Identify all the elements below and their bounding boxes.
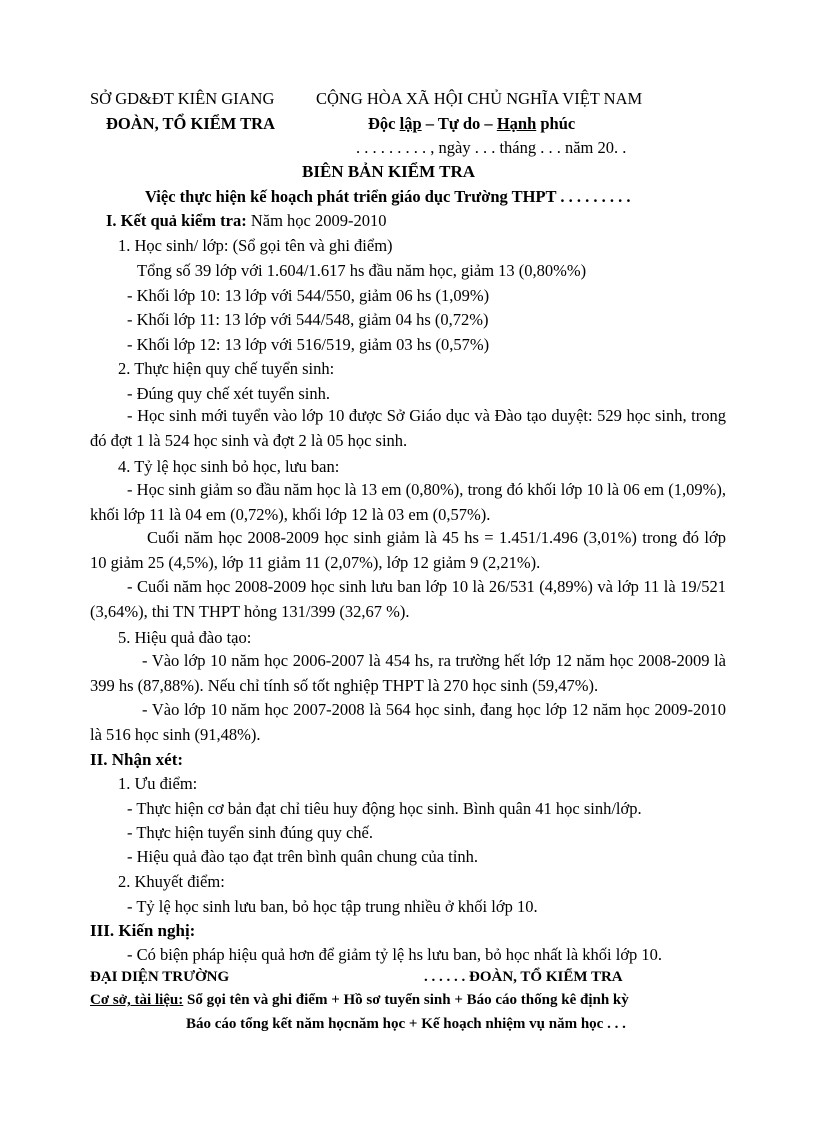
- pro-item-2: - Thực hiện tuyển sinh đúng quy chế.: [127, 823, 374, 842]
- section-1-title: I. Kết quả kiểm tra:: [106, 211, 247, 230]
- item-1-heading: 1. Học sinh/ lớp: (Sổ gọi tên và ghi điểm): [118, 236, 393, 255]
- motto-part: – Tự do –: [421, 114, 497, 133]
- motto-part: phúc: [536, 114, 576, 133]
- con-item-1: - Tỷ lệ học sinh lưu ban, bỏ học tập trung nhiều ở khối lớp 10.: [127, 897, 538, 916]
- item-5-heading: 5. Hiệu quả đào tạo:: [118, 628, 252, 647]
- grade-11-stats: - Khối lớp 11: 13 lớp với 544/548, giảm 04 hs (0,72%): [127, 310, 489, 329]
- sources-label: Cơ sở, tài liệu:: [90, 992, 184, 1008]
- school-year: Năm học 2009-2010: [246, 211, 387, 230]
- inspection-team-name: ĐOÀN, TỔ KIỂM TRA: [106, 114, 275, 133]
- pro-item-3: - Hiệu quả đào tạo đạt trên bình quân chung của tỉnh.: [127, 847, 478, 866]
- item-4-point-b: Cuối năm học 2008-2009 học sinh giảm là 45 hs = 1.451/1.496 (3,01%) trong đó lớp 10 giảm 25 (4,5%), lớp 11 giảm 11 (2,07%), lớp 12 giảm 9 (2,21%).: [90, 528, 726, 572]
- item-4-point-a: - Học sinh giảm so đầu năm học là 13 em (0,80%), trong đó khối lớp 10 là 06 em (1,09%), khối lớp 11 là 04 em (0,72%), khối lớp 12 là 03 em (0,57%).: [90, 480, 726, 524]
- inspection-team-signature-label: . . . . . . ĐOÀN, TỔ KIỂM TRA: [424, 969, 623, 985]
- section-3-heading: III. Kiến nghị:: [90, 921, 196, 940]
- sources-list-1: Sổ gọi tên và ghi điểm + Hồ sơ tuyển sinh + Báo cáo thống kê định kỳ: [183, 992, 629, 1008]
- document-subtitle: Việc thực hiện kế hoạch phát triển giáo dục Trường THPT . . . . . . . . .: [145, 187, 631, 206]
- total-students: Tổng số 39 lớp với 1.604/1.617 hs đầu năm học, giảm 13 (0,80%%): [137, 261, 587, 280]
- sources-line-1: [90, 990, 629, 1010]
- motto-part: lập: [399, 114, 422, 133]
- cons-heading: 2. Khuyết điểm:: [118, 872, 225, 891]
- item-2-point-b: - Học sinh mới tuyển vào lớp 10 được Sở Giáo dục và Đào tạo duyệt: 529 học sinh, trong đó đợt 1 là 524 học sinh và đợt 2 là 05 học sinh.: [90, 406, 726, 450]
- motto-part: Độc: [368, 114, 400, 133]
- recommendation-1: - Có biện pháp hiệu quả hơn để giảm tỷ lệ hs lưu ban, bỏ học nhất là khối lớp 10.: [127, 945, 663, 964]
- national-motto: [368, 114, 575, 134]
- pros-heading: 1. Ưu điểm:: [118, 774, 198, 793]
- item-4-heading: 4. Tỷ lệ học sinh bỏ học, lưu ban:: [118, 457, 340, 476]
- school-representative-label: ĐẠI DIỆN TRƯỜNG: [90, 969, 230, 985]
- department-name: SỞ GD&ĐT KIÊN GIANG: [90, 89, 275, 108]
- grade-12-stats: - Khối lớp 12: 13 lớp với 516/519, giảm 03 hs (0,57%): [127, 335, 490, 354]
- item-5-point-b: - Vào lớp 10 năm học 2007-2008 là 564 học sinh, đang học lớp 12 năm học 2009-2010 là 516 học sinh (91,48%).: [90, 700, 726, 744]
- item-5-point-a: - Vào lớp 10 năm học 2006-2007 là 454 hs, ra trường hết lớp 12 năm học 2008-2009 là 399 hs (87,88%). Nếu chỉ tính số tốt nghiệp THPT là 270 học sinh (59,47%).: [90, 651, 726, 695]
- motto-part: Hạnh: [496, 114, 537, 133]
- grade-10-stats: - Khối lớp 10: 13 lớp với 544/550, giảm 06 hs (1,09%): [127, 286, 490, 305]
- item-2-point-a: - Đúng quy chế xét tuyển sinh.: [127, 384, 331, 403]
- item-4-point-c: - Cuối năm học 2008-2009 học sinh lưu ban lớp 10 là 26/531 (4,89%) và lớp 11 là 19/521 (3,64%), thi TN THPT hỏng 131/399 (32,67 %).: [90, 577, 726, 621]
- section-1-heading: [106, 211, 386, 231]
- document-title: BIÊN BẢN KIỂM TRA: [302, 162, 476, 181]
- date-line: . . . . . . . . . , ngày . . . tháng . . . năm 20. .: [356, 138, 627, 157]
- republic-title: CỘNG HÒA XÃ HỘI CHỦ NGHĨA VIỆT NAM: [316, 89, 643, 108]
- pro-item-1: - Thực hiện cơ bản đạt chỉ tiêu huy động học sinh. Bình quân 41 học sinh/lớp.: [127, 799, 642, 818]
- sources-line-2: Báo cáo tổng kết năm họcnăm học + Kế hoạch nhiệm vụ năm học . . .: [186, 1016, 626, 1032]
- item-2-heading: 2. Thực hiện quy chế tuyển sinh:: [118, 359, 335, 378]
- section-2-heading: II. Nhận xét:: [90, 750, 184, 769]
